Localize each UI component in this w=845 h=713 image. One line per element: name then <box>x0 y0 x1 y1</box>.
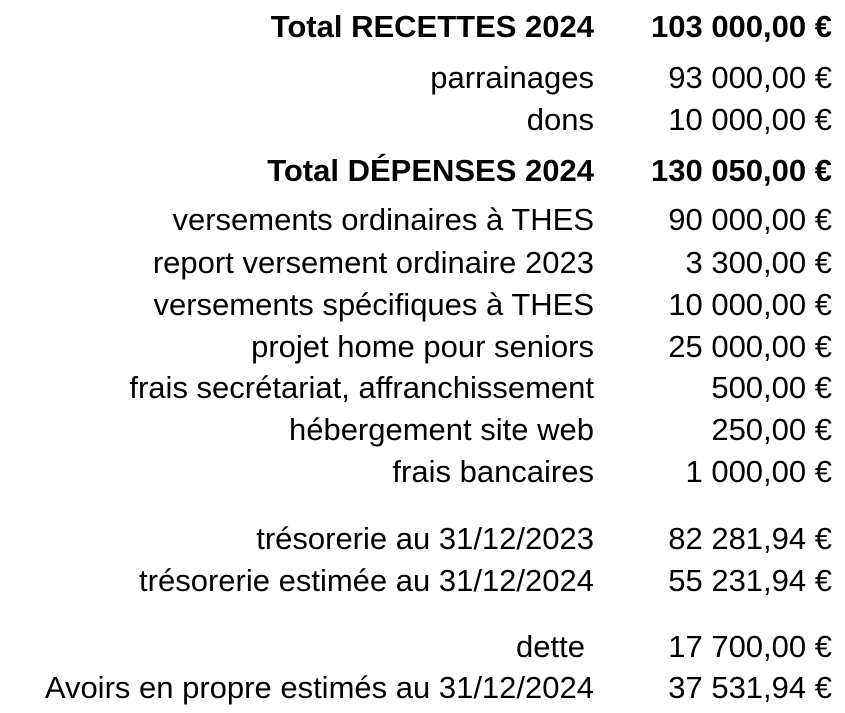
depense-row <box>0 327 845 367</box>
tresorerie-row <box>0 519 845 559</box>
recette-value: 93 000,00 € <box>668 60 832 95</box>
total-depenses-row <box>0 151 845 191</box>
tresorerie-label: trésorerie au 31/12/2023 <box>256 521 594 556</box>
tresorerie-label: trésorerie estimée au 31/12/2024 <box>139 563 594 598</box>
avoirs-row <box>0 668 845 708</box>
total-depenses-value: 130 050,00 € <box>650 153 832 188</box>
avoirs-label: Avoirs en propre estimés au 31/12/2024 <box>44 670 594 705</box>
depense-row <box>0 452 845 492</box>
total-recettes-row <box>0 7 845 47</box>
dette-label: dette <box>516 629 585 664</box>
total-recettes-value: 103 000,00 € <box>650 9 832 44</box>
depense-value: 10 000,00 € <box>668 287 832 322</box>
recette-value: 10 000,00 € <box>668 102 832 137</box>
depense-row <box>0 285 845 325</box>
depense-value: 1 000,00 € <box>685 454 832 489</box>
dette-row <box>0 627 845 667</box>
depense-value: 25 000,00 € <box>668 329 832 364</box>
recette-row-parrainages <box>0 58 845 98</box>
depense-value: 500,00 € <box>711 370 832 405</box>
depense-label: frais bancaires <box>392 454 594 489</box>
depense-row <box>0 243 845 283</box>
recette-label: dons <box>526 102 594 137</box>
total-depenses-label: Total DÉPENSES 2024 <box>267 153 594 188</box>
depense-label: projet home pour seniors <box>251 329 594 364</box>
depense-label: versements ordinaires à THES <box>172 202 594 237</box>
depense-row <box>0 410 845 450</box>
depense-label: report versement ordinaire 2023 <box>152 245 594 280</box>
recette-row-dons <box>0 100 845 140</box>
recette-label: parrainages <box>430 60 594 95</box>
depense-value: 3 300,00 € <box>685 245 832 280</box>
depense-row <box>0 200 845 240</box>
tresorerie-value: 55 231,94 € <box>668 563 832 598</box>
depense-value: 90 000,00 € <box>668 202 832 237</box>
depense-value: 250,00 € <box>711 412 832 447</box>
depense-label: versements spécifiques à THES <box>153 287 594 322</box>
avoirs-value: 37 531,94 € <box>668 670 832 705</box>
depense-label: frais secrétariat, affranchissement <box>129 370 594 405</box>
dette-value: 17 700,00 € <box>668 629 832 664</box>
depense-label: hébergement site web <box>288 412 594 447</box>
tresorerie-value: 82 281,94 € <box>668 521 832 556</box>
tresorerie-row <box>0 561 845 601</box>
total-recettes-label: Total RECETTES 2024 <box>270 9 594 44</box>
depense-row <box>0 368 845 408</box>
